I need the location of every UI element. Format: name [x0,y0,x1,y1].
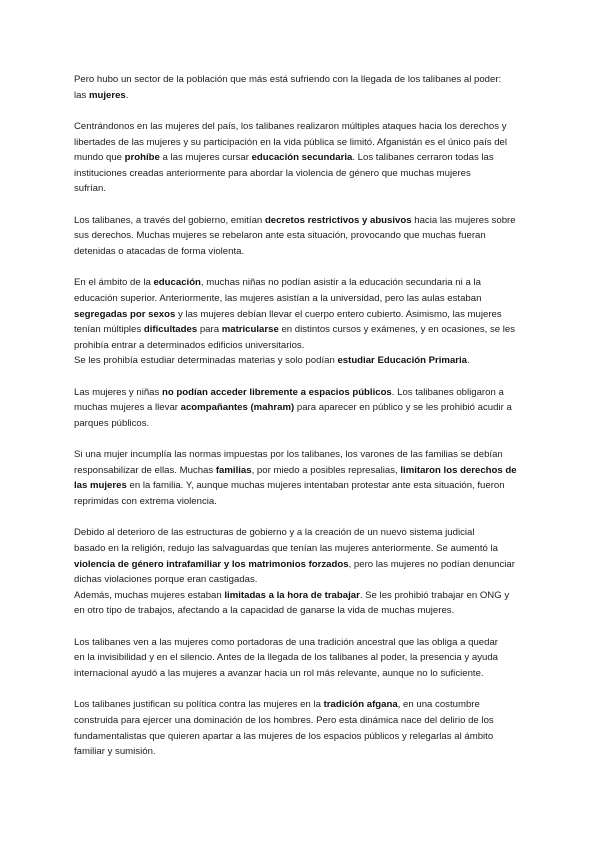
paragraph [74,213,530,260]
text-run: en la invisibilidad y en el silencio. Antes de la llegada de los talibanes al poder, la presencia y ayuda [74,652,498,664]
text-line [74,588,530,604]
text-run: internacional ayudó a las mujeres a avanzar hacia un rol más relevante, aunque no lo suficiente. [74,667,484,679]
bold-text: limitadas a la hora de trabajar [224,589,360,601]
text-line [74,525,530,541]
text-run: , en una costumbre [397,699,480,711]
text-run: . [125,89,129,101]
text-run: dichas violaciones porque eran castigadas. [74,574,258,586]
text-line [74,557,530,573]
text-run: Las mujeres y niñas [74,386,162,398]
text-line [74,463,530,479]
text-run: en otro tipo de trabajos, afectando a la capacidad de ganarse la vida de muchas mujeres. [74,605,455,617]
text-run: muchas mujeres a llevar [74,402,181,414]
text-line [74,181,530,197]
paragraph [74,635,530,682]
bold-text: estudiar Educación Primaria [337,355,468,367]
text-run: . [467,355,470,367]
text-line [74,228,530,244]
bold-text: educación [153,277,201,289]
text-line [74,666,530,682]
text-run: parques públicos. [74,417,150,429]
text-run: y las mujeres debían llevar el cuerpo entero cubierto. Asimismo, las mujeres [175,308,502,320]
text-run: Pero hubo un sector de la población que más está sufriendo con la llegada de los talibanes al poder: [74,74,502,85]
text-run: hacia las mujeres sobre [411,214,516,226]
paragraph [74,119,530,197]
bold-text: las mujeres [74,480,127,492]
text-line [74,307,530,323]
text-line [74,385,530,401]
text-run: mundo que [74,152,125,164]
bold-text: matricularse [221,324,279,336]
text-line [74,72,530,88]
text-run: Debido al deterioro de las estructuras de gobierno y a la creación de un nuevo sistema judicial [74,527,475,539]
text-line [74,713,530,729]
text-run: instituciones creadas anteriormente para abordar la violencia de género que muchas mujeres [74,167,471,179]
document-body [74,72,530,776]
text-run: en distintos cursos y exámenes, y en ocasiones, se les [278,324,516,336]
bold-text: segregadas por sexos [74,308,176,320]
bold-text: violencia de género intrafamiliar y los matrimonios forzados [74,558,349,570]
text-line [74,322,530,338]
bold-text: no podían acceder libremente a espacios públicos [161,386,392,398]
paragraph [74,525,530,619]
text-run: En el ámbito de la [74,277,154,289]
text-run: prohibía entrar a determinados edificios universitarios. [74,339,305,351]
text-run: . Los talibanes obligaron a [391,386,504,398]
text-line [74,447,530,463]
text-run: , muchas niñas no podían asistir a la educación secundaria ni a la [200,277,481,289]
text-run: Si una mujer incumplía las normas impuestas por los talibanes, los varones de las familias se debían [74,449,503,461]
bold-text: decretos restrictivos y abusivos [264,214,412,226]
text-line [74,635,530,651]
text-run: Además, muchas mujeres estaban [74,589,225,601]
text-line [74,729,530,745]
text-run: para [197,324,222,336]
text-run: responsabilizar de ellas. Muchas [74,464,216,476]
bold-text: familias [215,464,252,476]
text-line [74,166,530,182]
text-run: libertades de las mujeres y su participación en la vida pública se limitó. Afganistán es el único país del [74,136,508,148]
text-line [74,603,530,619]
text-line [74,119,530,135]
text-line [74,88,530,104]
text-run: sufrían. [74,183,106,195]
text-run: basado en la religión, redujo las salvaguardas que tenían las mujeres anteriormente. Se aumentó la [74,543,498,555]
text-run: fundamentalistas que quieren apartar a las mujeres de los espacios públicos y relegarlas al ámbito [74,730,494,742]
text-line [74,150,530,166]
text-run: tenían múltiples [74,324,144,336]
bold-text: dificultades [143,324,198,336]
text-run: , por miedo a posibles represalias, [251,464,401,476]
text-run: detenidas o atacadas de forma violenta. [74,245,245,257]
bold-text: mujeres [88,89,126,101]
paragraph [74,447,530,509]
text-line [74,135,530,151]
text-run: para aparecer en público y se les prohibió acudir a [294,402,512,414]
text-run: a las mujeres cursar [159,152,252,164]
bold-text: educación secundaria [251,152,353,164]
text-line [74,416,530,432]
bold-text: prohíbe [124,152,160,164]
text-line [74,572,530,588]
text-line [74,353,530,369]
text-run: reprimidas con extrema violencia. [74,496,217,508]
text-line [74,478,530,494]
text-line [74,744,530,760]
text-line [74,650,530,666]
text-line [74,541,530,557]
bold-text: tradición afgana [323,699,398,711]
paragraph [74,72,530,103]
text-line [74,291,530,307]
text-run: sus derechos. Muchas mujeres se rebelaron ante esta situación, provocando que muchas fueran [74,230,486,242]
text-line [74,275,530,291]
text-run: en la familia. Y, aunque muchas mujeres intentaban protestar ante esta situación, fueron [126,480,505,492]
text-line [74,244,530,260]
text-run: Los talibanes justifican su política contra las mujeres en la [74,699,324,711]
text-run: Centrándonos en las mujeres del país, los talibanes realizaron múltiples ataques hacia los derechos y [74,120,507,132]
bold-text: acompañantes (mahram) [180,402,295,414]
text-line [74,494,530,510]
paragraph [74,385,530,432]
text-run: familiar y sumisión. [74,746,156,758]
text-run: , pero las mujeres no podían denunciar [348,558,515,570]
text-line [74,400,530,416]
bold-text: limitaron los derechos de [400,464,517,476]
text-line [74,338,530,354]
text-run: Los talibanes, a través del gobierno, emitían [74,214,265,226]
text-run: . Se les prohibió trabajar en ONG y [359,589,510,601]
text-line [74,213,530,229]
text-line [74,697,530,713]
text-run: las [74,89,89,101]
paragraph [74,275,530,369]
paragraph [74,697,530,759]
text-run: construida para ejercer una dominación de los hombres. Pero esta dinámica nace del delirio de los [74,714,494,726]
text-run: . Los talibanes cerraron todas las [352,152,494,164]
text-run: Los talibanes ven a las mujeres como portadoras de una tradición ancestral que las obliga a quedar [74,636,498,648]
text-run: Se les prohibía estudiar determinadas materias y solo podían [74,355,338,367]
text-run: educación superior. Anteriormente, las mujeres asistían a la universidad, pero las aulas estaban [74,292,482,304]
